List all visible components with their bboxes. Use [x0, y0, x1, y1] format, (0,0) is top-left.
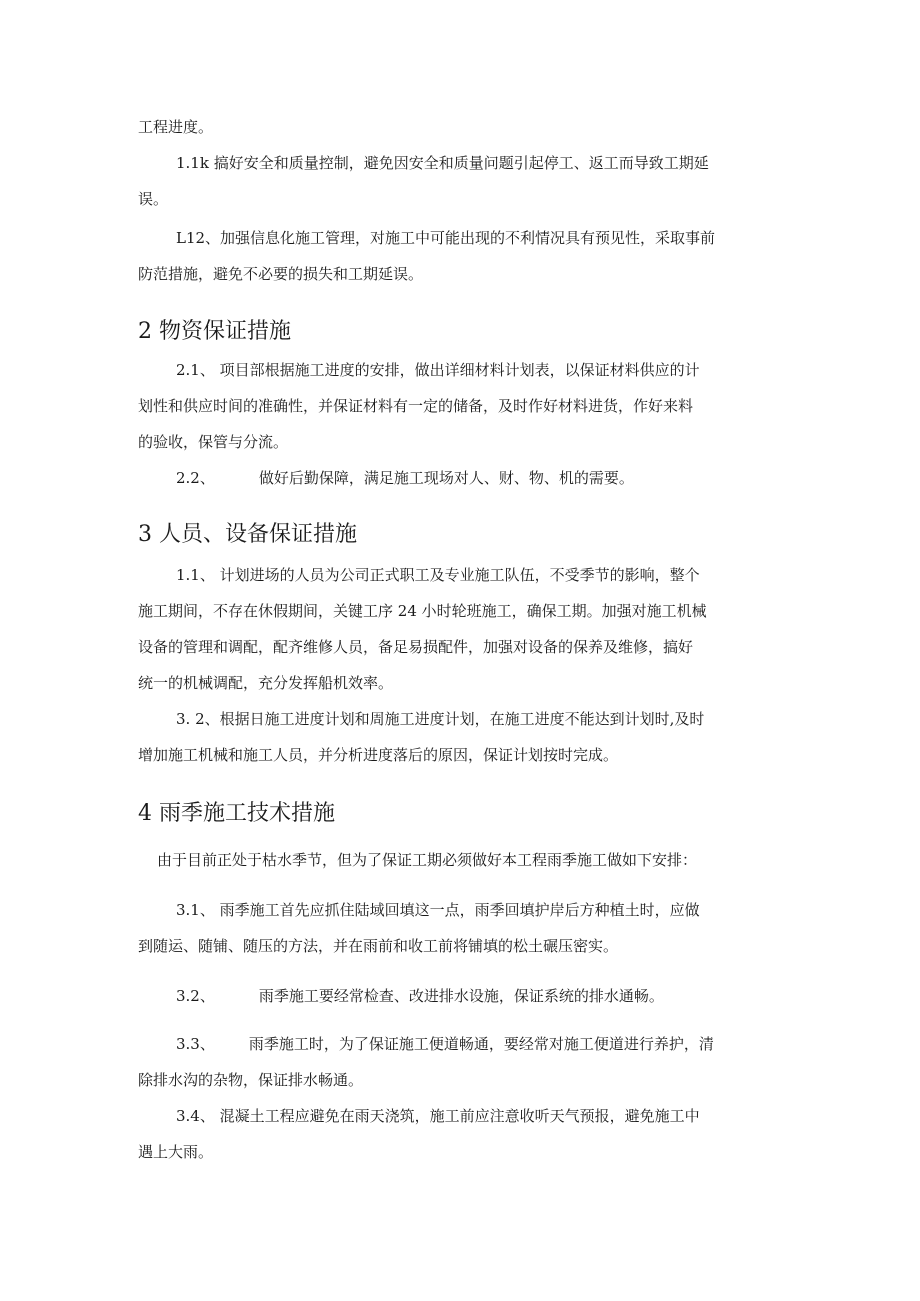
item-number: 2.2、: [176, 469, 215, 487]
section-heading-2: 2 物资保证措施: [138, 319, 291, 344]
item-4-3-line2: 除排水沟的杂物，保证排水畅通。: [138, 1071, 364, 1089]
item-4-4-line1: 3.4、 混凝土工程应避免在雨天浇筑，施工前应注意收听天气预报，避免施工中: [176, 1107, 700, 1125]
item-4-1-line2: 到随运、随铺、随压的方法，并在雨前和收工前将铺填的松土碾压密实。: [138, 937, 619, 955]
item-4-2: [176, 986, 664, 1006]
item-text: 雨季施工要经常检查、改进排水设施，保证系统的排水通畅。: [258, 987, 664, 1005]
item-2-1-line1: 2.1、 项目部根据施工进度的安排，做出详细材料计划表，以保证材料供应的计: [176, 361, 700, 379]
intro-paragraph: 由于目前正处于枯水季节，但为了保证工期必须做好本工程雨季施工做如下安排：: [157, 851, 698, 869]
item-1-12-line1: L12、加强信息化施工管理，对施工中可能出现的不利情况具有预见性，采取事前: [176, 229, 716, 247]
item-4-3-line1: [176, 1034, 714, 1054]
item-text: 雨季施工时，为了保证施工便道畅通，要经常对施工便道进行养护，清: [248, 1035, 714, 1053]
item-4-4-line2: 遇上大雨。: [138, 1143, 214, 1161]
item-text: 做好后勤保障，满足施工现场对人、财、物、机的需要。: [258, 469, 634, 487]
item-3-2-line1: 3. 2、根据日施工进度计划和周施工进度计划，在施工进度不能达到计划时,及时: [176, 710, 705, 728]
item-1-11-line2: 误。: [138, 190, 169, 208]
item-number: 3.3、: [176, 1035, 215, 1053]
item-2-1-line3: 的验收，保管与分流。: [138, 433, 289, 451]
item-1-11-line1: 1.1k 搞好安全和质量控制，避免因安全和质量问题引起停工、返工而导致工期延: [176, 154, 709, 172]
item-4-1-line1: 3.1、 雨季施工首先应抓住陆域回填这一点，雨季回填护岸后方种植土时，应做: [176, 901, 700, 919]
section-heading-4: 4 雨季施工技术措施: [138, 801, 335, 826]
item-3-1-line2: 施工期间，不存在休假期间，关键工序 24 小时轮班施工，确保工期。加强对施工机械: [138, 602, 707, 620]
item-1-12-line2: 防范措施，避免不必要的损失和工期延误。: [138, 265, 424, 283]
item-3-1-line1: 1.1、 计划进场的人员为公司正式职工及专业施工队伍，不受季节的影响，整个: [176, 566, 700, 584]
item-3-1-line4: 统一的机械调配，充分发挥船机效率。: [138, 674, 394, 692]
item-2-1-line2: 划性和供应时间的准确性，并保证材料有一定的储备，及时作好材料进货，作好来料: [138, 397, 694, 415]
item-2-2: [176, 468, 634, 488]
item-number: 3.2、: [176, 987, 215, 1005]
item-3-2-line2: 增加施工机械和施工人员，并分析进度落后的原因，保证计划按时完成。: [138, 746, 619, 764]
paragraph-line: 工程进度。: [138, 118, 214, 136]
section-heading-3: 3 人员、设备保证措施: [138, 522, 357, 547]
item-3-1-line3: 设备的管理和调配，配齐维修人员，备足易损配件，加强对设备的保养及维修，搞好: [138, 638, 694, 656]
